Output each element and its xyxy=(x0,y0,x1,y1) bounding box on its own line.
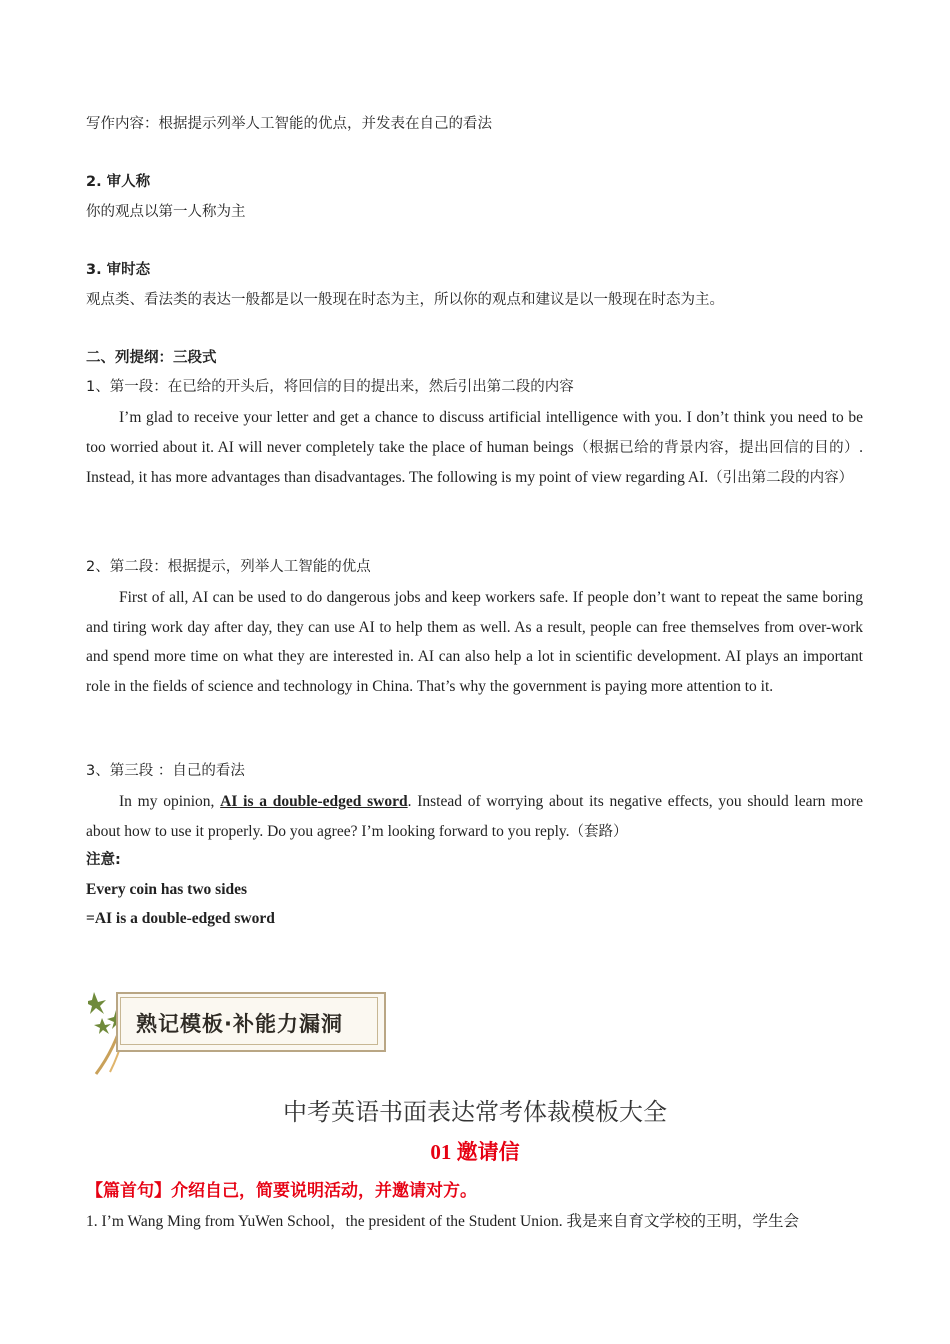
outline-heading: 二、列提纲：三段式 xyxy=(86,350,217,366)
example-sentence-1: 1. I’m Wang Ming from YuWen School，the president of the Student Union. 我是来自育文学校的王明，学生会 xyxy=(86,1213,800,1230)
paragraph3-text-a: In my opinion, xyxy=(119,793,221,810)
section-title: 中考英语书面表达常考体裁模板大全 xyxy=(283,1098,667,1126)
section-subtitle: 01 邀请信 xyxy=(430,1140,520,1164)
paragraph1-note-b: （引出第二段的内容） xyxy=(708,470,854,486)
tense-heading: 3. 审时态 xyxy=(86,262,151,278)
banner-title: 熟记模板·补能力漏洞 xyxy=(136,1012,343,1036)
paragraph3-text-b: . Instead of worrying about its negative effects, you should learn more about how to use it properly. Do you agree? I’m looking forward to you reply. xyxy=(86,793,863,840)
tense-text: 观点类、看法类的表达一般都是以一般现在时态为主，所以你的观点和建议是以一般现在时态为主。 xyxy=(86,292,724,308)
paragraph3-label: 3、第三段 ：自己的看法 xyxy=(86,763,245,779)
paragraph1-text-b: . Instead, it has more advantages than disadvantages. The following is my point of view regarding AI. xyxy=(86,438,863,486)
paragraph1-text-a: I’m glad to receive your letter and get a chance to discuss artificial intelligence with you. I don’t think you need to be too worried about it. AI will never completely take the place of human beings xyxy=(86,409,863,456)
note-line2: =AI is a double-edged sword xyxy=(86,910,275,927)
paragraph2-text: First of all, AI can be used to do dangerous jobs and keep workers safe. If people don’t want to repeat the same boring and tiring work day after day, they can use AI to help them as well. As a result, people can free themselves from over-work and spend more time on what they are interested in. AI can also help a lot in scientific development. AI plays an important role in the fields of science and technology in China. That’s why the government is paying more attention to it. xyxy=(86,589,863,695)
section-banner xyxy=(88,988,388,1076)
note-line1: Every coin has two sides xyxy=(86,881,248,898)
double-edged-sword-highlight: AI is a double-edged sword xyxy=(220,793,408,810)
paragraph1-note-a: （根据已给的背景内容，提出回信的目的） xyxy=(573,439,860,456)
person-heading: 2. 审人称 xyxy=(86,174,151,190)
paragraph3-note: （套路） xyxy=(569,823,628,840)
person-text: 你的观点以第一人称为主 xyxy=(86,204,246,220)
note-label: 注意: xyxy=(86,852,121,868)
writing-content-line: 写作内容：根据提示列举人工智能的优点，并发表在自己的看法 xyxy=(86,116,492,132)
lead-sentence-heading: 【篇首句】介绍自己，简要说明活动，并邀请对方。 xyxy=(86,1181,477,1201)
paragraph2-label: 2、第二段：根据提示，列举人工智能的优点 xyxy=(86,559,371,575)
paragraph1-label: 1、第一段：在已给的开头后，将回信的目的提出来，然后引出第二段的内容 xyxy=(86,379,574,395)
paragraph1-text xyxy=(86,403,863,494)
paragraph3-text xyxy=(86,787,863,847)
